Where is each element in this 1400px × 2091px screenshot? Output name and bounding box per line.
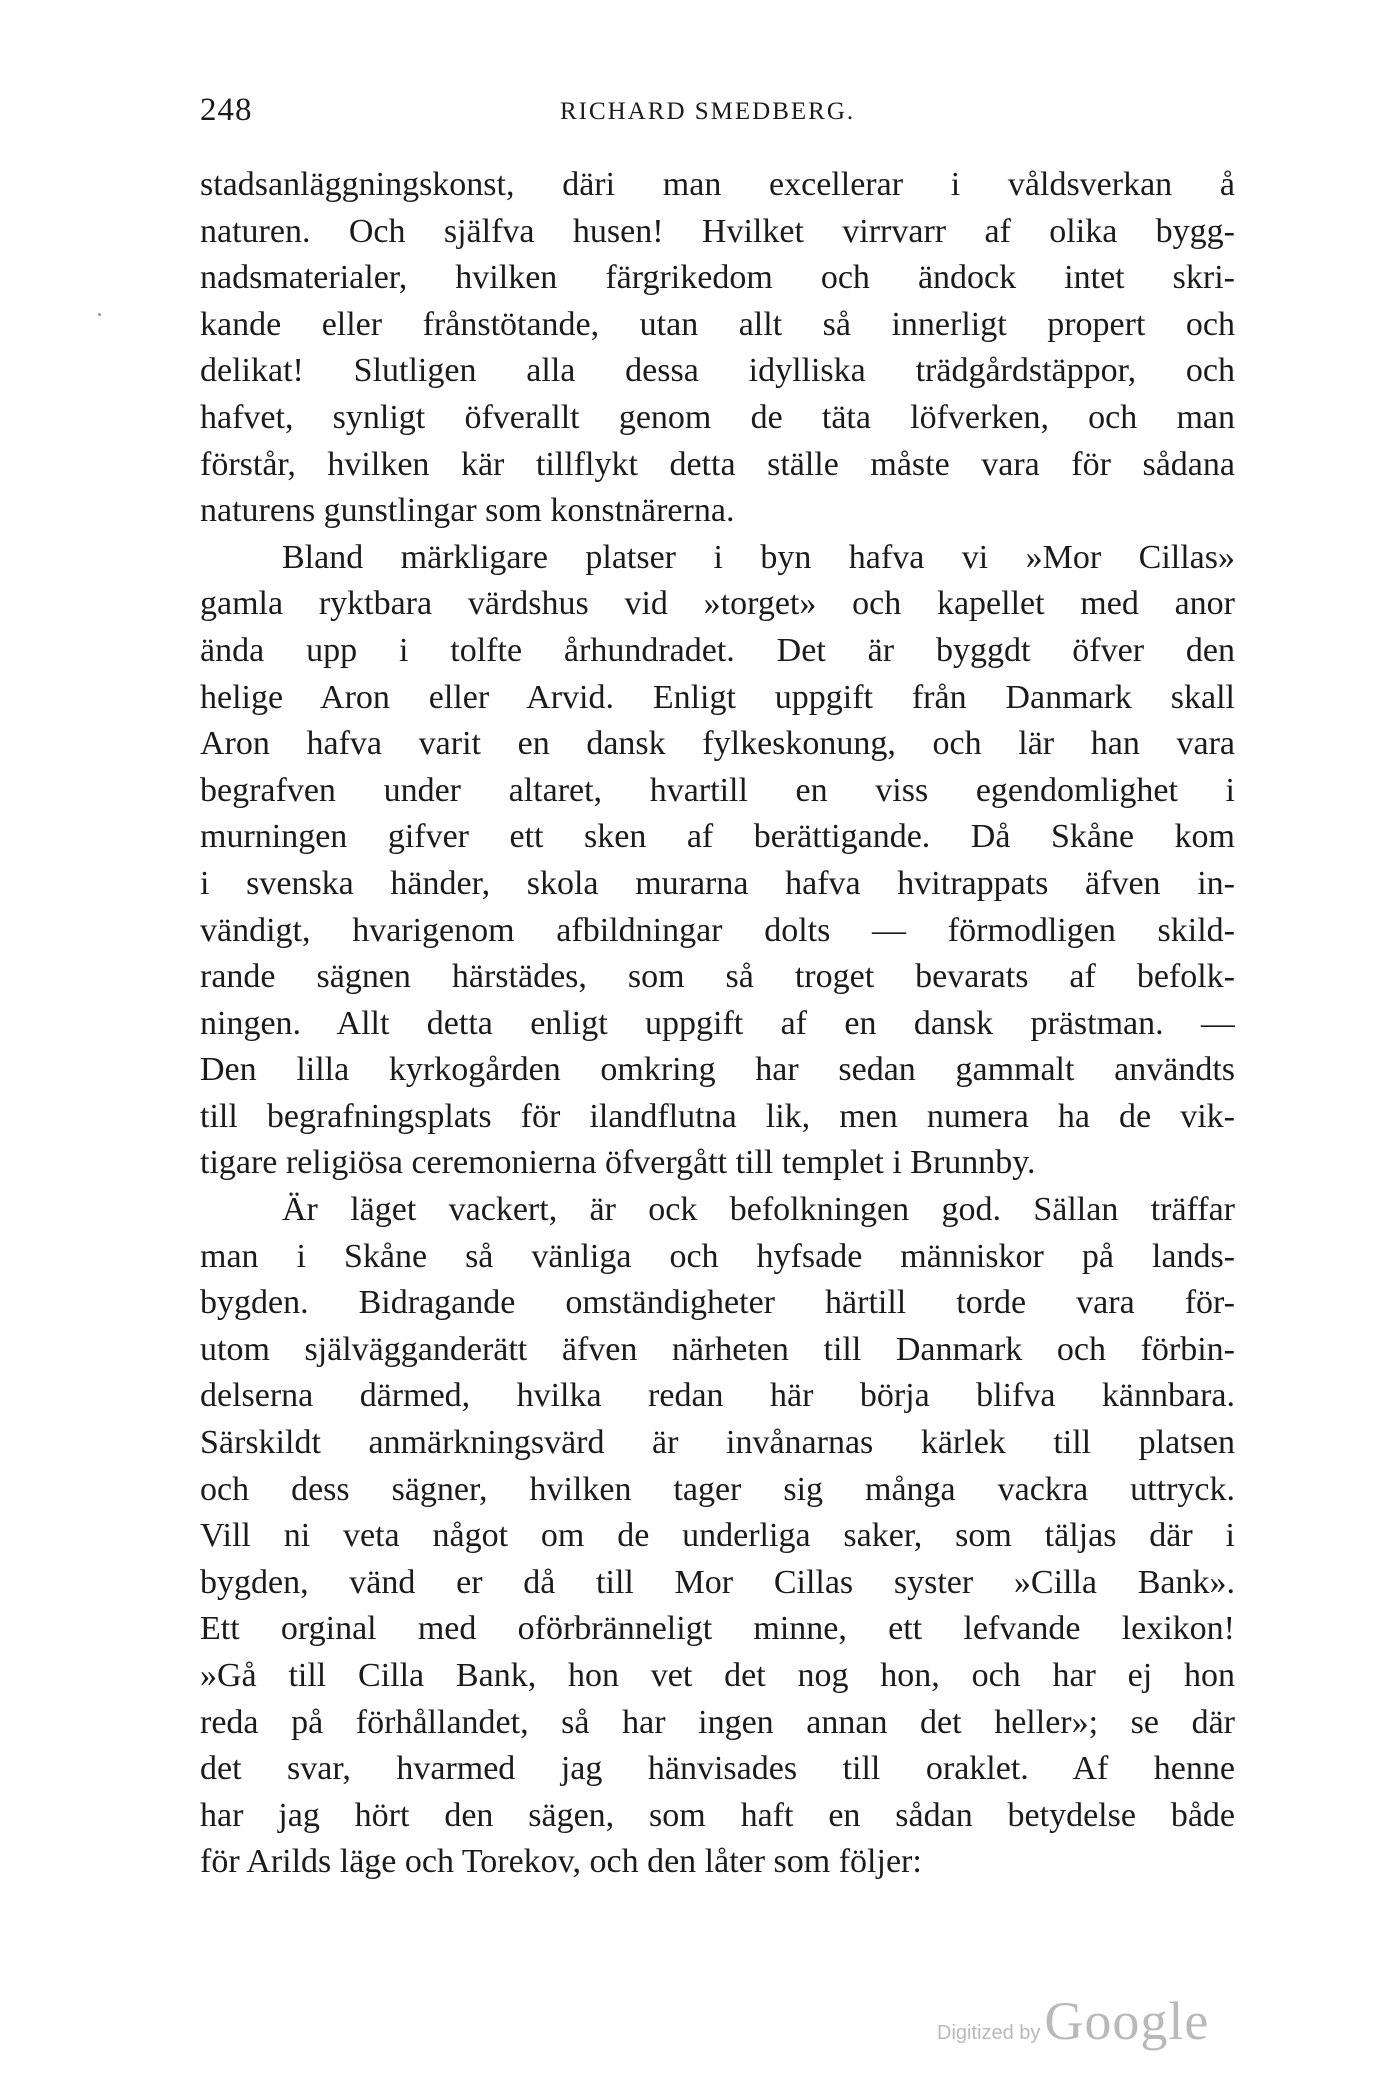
text-line: för Arilds läge och Torekov, och den låter som följer: bbox=[200, 1843, 922, 1881]
text-line: gamla ryktbara värdshus vid »torget» och kapellet med anor bbox=[200, 585, 1235, 623]
text-line: helige Aron eller Arvid. Enligt uppgift från Danmark skall bbox=[200, 678, 1235, 716]
text-line: bygden. Bidragande omständigheter härtill torde vara för- bbox=[200, 1284, 1235, 1322]
text-line: begrafven under altaret, hvartill en viss egendomlighet i bbox=[200, 771, 1235, 809]
text-line: tigare religiösa ceremonierna öfvergått till templet i Brunnby. bbox=[200, 1144, 1036, 1182]
text-line: »Gå till Cilla Bank, hon vet det nog hon, och har ej hon bbox=[200, 1657, 1235, 1694]
text-line: delserna därmed, hvilka redan här börja blifva kännbara. bbox=[200, 1377, 1235, 1415]
text-line: det svar, hvarmed jag hänvisades till oraklet. Af henne bbox=[200, 1750, 1235, 1788]
google-logo-text: Google bbox=[1044, 1991, 1210, 2051]
text-line: Aron hafva varit en dansk fylkeskonung, och lär han vara bbox=[200, 725, 1235, 763]
text-line: Bland märkligare platser i byn hafva vi »Mor Cillas» bbox=[282, 538, 1235, 576]
digitized-by-google-watermark bbox=[937, 1990, 1209, 2050]
text-line: rande sägnen härstädes, som så troget bevarats af befolk- bbox=[200, 958, 1235, 996]
text-line: och dess sägner, hvilken tager sig många vackra uttryck. bbox=[200, 1470, 1235, 1508]
text-line: naturens gunstlingar som konstnärerna. bbox=[200, 492, 735, 530]
text-line: vändigt, hvarigenom afbildningar dolts — förmodligen skild- bbox=[200, 911, 1235, 949]
watermark-digitized-label: Digitized by bbox=[937, 2022, 1041, 2044]
text-line: Vill ni veta något om de underliga saker, som täljas där i bbox=[200, 1517, 1235, 1555]
body-text bbox=[200, 162, 1235, 1886]
text-line: Särskildt anmärkningsvärd är invånarnas kärlek till platsen bbox=[200, 1424, 1235, 1462]
text-line: utom självägganderätt äfven närheten till Danmark och förbin- bbox=[200, 1330, 1235, 1368]
paragraph bbox=[200, 162, 1235, 535]
text-line: reda på förhållandet, så har ingen annan det heller»; se där bbox=[200, 1703, 1235, 1741]
text-line: ningen. Allt detta enligt uppgift af en dansk prästman. — bbox=[200, 1004, 1235, 1042]
text-line: nadsmaterialer, hvilken färgrikedom och ändock intet skri- bbox=[200, 259, 1235, 297]
text-line: man i Skåne så vänliga och hyfsade människor på lands- bbox=[200, 1237, 1235, 1275]
text-line: naturen. Och själfva husen! Hvilket virrvarr af olika bygg- bbox=[200, 212, 1235, 250]
text-line: ända upp i tolfte århundradet. Det är byggdt öfver den bbox=[200, 631, 1235, 669]
text-line: Den lilla kyrkogården omkring har sedan gammalt användts bbox=[200, 1051, 1235, 1089]
text-line: kande eller frånstötande, utan allt så innerligt propert och bbox=[200, 305, 1235, 343]
running-head: RICHARD SMEDBERG. bbox=[560, 98, 856, 125]
text-line: förstår, hvilken kär tillflykt detta ställe måste vara för sådana bbox=[200, 445, 1235, 483]
paragraph bbox=[200, 535, 1235, 1187]
margin-speck bbox=[98, 313, 101, 316]
paragraph bbox=[200, 1187, 1235, 1886]
text-line: Är läget vackert, är ock befolkningen god. Sällan träffar bbox=[282, 1191, 1235, 1229]
page-number: 248 bbox=[200, 92, 253, 128]
text-line: Ett orginal med oförbränneligt minne, ett lefvande lexikon! bbox=[200, 1610, 1235, 1648]
page-header bbox=[200, 92, 1235, 132]
text-line: murningen gifver ett sken af berättigande. Då Skåne kom bbox=[200, 818, 1235, 856]
text-line: till begrafningsplats för ilandflutna lik, men numera ha de vik- bbox=[200, 1097, 1235, 1135]
text-line: stadsanläggningskonst, däri man excellerar i våldsverkan å bbox=[200, 166, 1235, 203]
text-line: bygden, vänd er då till Mor Cillas syster »Cilla Bank». bbox=[200, 1563, 1235, 1601]
text-line: delikat! Slutligen alla dessa idylliska trädgårdstäppor, och bbox=[200, 352, 1235, 390]
text-line: i svenska händer, skola murarna hafva hvitrappats äfven in- bbox=[200, 864, 1235, 902]
text-line: hafvet, synligt öfverallt genom de täta löfverken, och man bbox=[200, 398, 1235, 436]
text-line: har jag hört den sägen, som haft en sådan betydelse både bbox=[200, 1796, 1235, 1834]
